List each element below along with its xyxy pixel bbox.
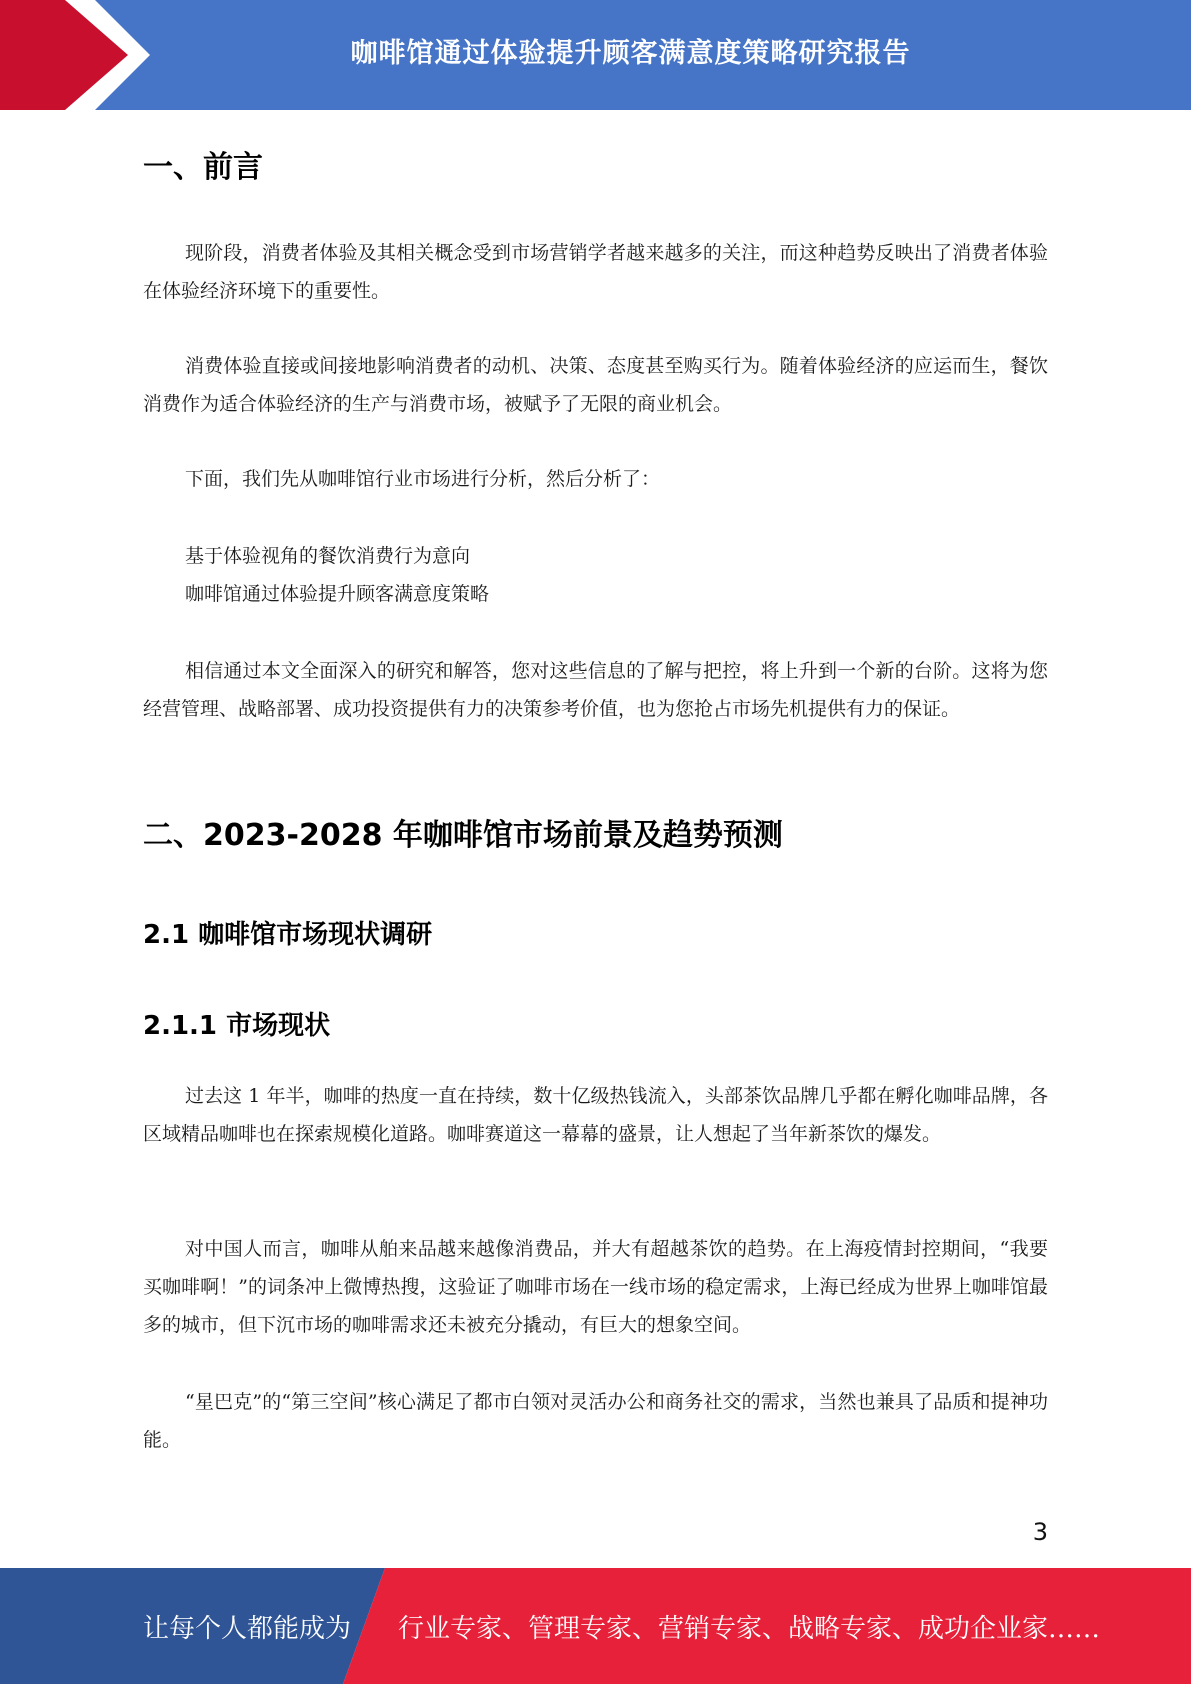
footer-slogan-left: 让每个人都能成为 — [143, 1613, 352, 1644]
paragraph: 下面，我们先从咖啡馆行业市场进行分析，然后分析了： — [185, 468, 661, 490]
header-banner — [0, 0, 1191, 110]
list-item: 咖啡馆通过体验提升顾客满意度策略 — [185, 583, 490, 605]
paragraph: 现阶段，消费者体验及其相关概念受到市场营销学者越来越多的关注，而这种趋势反映出了消费者体验在体验经济环境下的重要性。 — [143, 242, 1048, 302]
section-heading-forecast: 二、2023-2028 年咖啡馆市场前景及趋势预测 — [143, 818, 783, 853]
section-heading-preface: 一、前言 — [143, 150, 263, 185]
paragraph: 对中国人而言，咖啡从舶来品越来越像消费品，并大有超越茶饮的趋势。在上海疫情封控期间，“我要买咖啡啊！”的词条冲上微博热搜，这验证了咖啡市场在一线市场的稳定需求，上海已经成为世界上咖啡馆最多的城市，但下沉市场的咖啡需求还未被充分撬动，有巨大的想象空间。 — [143, 1238, 1048, 1336]
footer-banner — [0, 1568, 1191, 1684]
footer-slogan-right: 行业专家、管理专家、营销专家、战略专家、成功企业家…… — [398, 1613, 1101, 1644]
subsubsection-heading: 2.1.1 市场现状 — [143, 1011, 331, 1041]
page-number: 3 — [1032, 1518, 1048, 1546]
list-item: 基于体验视角的餐饮消费行为意向 — [185, 545, 471, 567]
paragraph: 相信通过本文全面深入的研究和解答，您对这些信息的了解与把控，将上升到一个新的台阶。这将为您经营管理、战略部署、成功投资提供有力的决策参考价值，也为您抢占市场先机提供有力的保证。 — [143, 660, 1048, 720]
paragraph: “星巴克”的“第三空间”核心满足了都市白领对灵活办公和商务社交的需求，当然也兼具了品质和提神功能。 — [143, 1391, 1048, 1451]
subsection-heading: 2.1 咖啡馆市场现状调研 — [143, 920, 433, 950]
paragraph: 消费体验直接或间接地影响消费者的动机、决策、态度甚至购买行为。随着体验经济的应运而生，餐饮消费作为适合体验经济的生产与消费市场，被赋予了无限的商业机会。 — [143, 355, 1048, 415]
report-title: 咖啡馆通过体验提升顾客满意度策略研究报告 — [350, 37, 911, 69]
paragraph: 过去这 1 年半，咖啡的热度一直在持续，数十亿级热钱流入，头部茶饮品牌几乎都在孵化咖啡品牌，各区域精品咖啡也在探索规模化道路。咖啡赛道这一幕幕的盛景，让人想起了当年新茶饮的爆发。 — [143, 1085, 1048, 1145]
